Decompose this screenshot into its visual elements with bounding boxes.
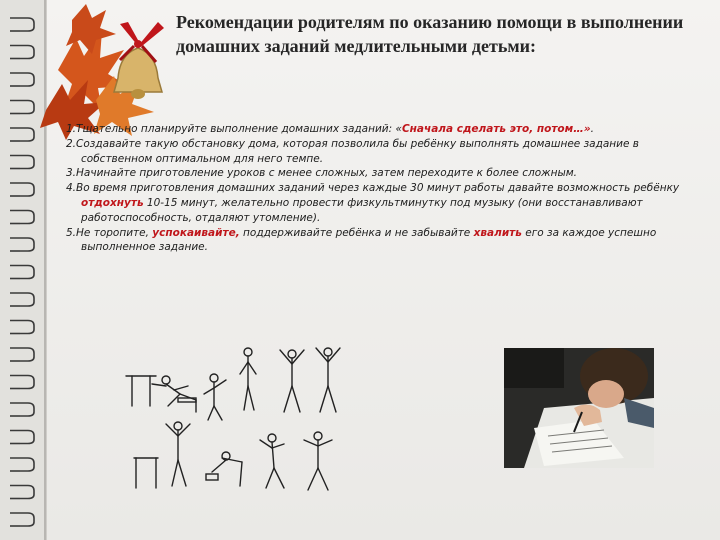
figure-twist-2 bbox=[304, 432, 332, 490]
spiral-ring bbox=[10, 128, 34, 141]
highlighted-text: хвалить bbox=[473, 226, 522, 239]
page-title: Рекомендации родителям по оказанию помощи в выполнении домашних заданий медлительными детьми: bbox=[176, 12, 684, 56]
notebook-spiral-icon bbox=[6, 10, 38, 530]
spiral-ring bbox=[10, 431, 34, 444]
recommendation-item bbox=[66, 181, 706, 225]
item-text: Во время приготовления домашних заданий через каждые 30 минут работы давайте возможность ребёнку bbox=[76, 182, 680, 195]
item-number: 1. bbox=[66, 123, 77, 135]
spiral-ring bbox=[10, 513, 34, 526]
child-writing-photo-icon bbox=[504, 348, 654, 468]
spiral-ring bbox=[10, 403, 34, 416]
highlighted-text: успокаивайте, bbox=[152, 226, 240, 239]
recommendation-item bbox=[66, 122, 706, 137]
spiral-ring bbox=[10, 458, 34, 471]
item-text: его за каждое успешно выполненное задание. bbox=[81, 226, 657, 254]
spiral-ring bbox=[10, 321, 34, 334]
item-text: 10-15 минут, желательно провести физкультминутку под музыку (они восстанавливают работоспособность, отдаляют утомление). bbox=[81, 196, 643, 224]
figure-standing-1 bbox=[240, 348, 256, 410]
spiral-ring bbox=[10, 376, 34, 389]
recommendation-item bbox=[66, 226, 706, 256]
highlighted-text: отдохнуть bbox=[81, 196, 144, 209]
spiral-ring bbox=[10, 18, 34, 31]
figure-chair-stretch bbox=[126, 376, 196, 412]
figure-desk-stretch bbox=[134, 422, 190, 488]
spiral-ring bbox=[10, 46, 34, 59]
highlighted-text: Сначала сделать это, потом…» bbox=[401, 123, 591, 135]
spiral-ring bbox=[10, 348, 34, 361]
spiral-ring bbox=[10, 293, 34, 306]
figure-twist-1 bbox=[260, 434, 284, 488]
recommendation-item bbox=[66, 137, 706, 167]
spiral-ring bbox=[10, 73, 34, 86]
item-text: Создавайте такую обстановку дома, которая позволила бы ребёнку выполнять домашнее задание в собственном оптимальном для него темпе. bbox=[76, 137, 639, 165]
spiral-ring bbox=[10, 183, 34, 196]
item-number: 3. bbox=[66, 167, 77, 180]
spiral-ring bbox=[10, 238, 34, 251]
recommendation-item bbox=[66, 166, 706, 181]
spiral-ring bbox=[10, 211, 34, 224]
spiral-ring bbox=[10, 101, 34, 114]
item-text: Тщательно планируйте выполнение домашних заданий: « bbox=[76, 123, 402, 135]
item-number: 5. bbox=[66, 226, 77, 239]
recommendation-list bbox=[66, 122, 706, 255]
autumn-leaves-bell-icon bbox=[36, 0, 176, 140]
figure-reaching bbox=[204, 374, 226, 420]
figure-bending bbox=[206, 452, 242, 486]
item-text: поддерживайте ребёнка и не забывайте bbox=[239, 226, 474, 239]
figure-arms-up-2 bbox=[316, 348, 340, 412]
spiral-ring bbox=[10, 266, 34, 279]
exercise-figures-icon bbox=[122, 340, 350, 500]
item-text: . bbox=[590, 123, 594, 135]
spiral-ring bbox=[10, 156, 34, 169]
item-number: 4. bbox=[66, 182, 77, 195]
item-text: Начинайте приготовление уроков с менее сложных, затем переходите к более сложным. bbox=[76, 167, 577, 180]
item-text: Не торопите, bbox=[76, 226, 153, 239]
item-number: 2. bbox=[66, 137, 77, 150]
figure-arms-up-1 bbox=[280, 350, 304, 412]
spiral-ring bbox=[10, 486, 34, 499]
